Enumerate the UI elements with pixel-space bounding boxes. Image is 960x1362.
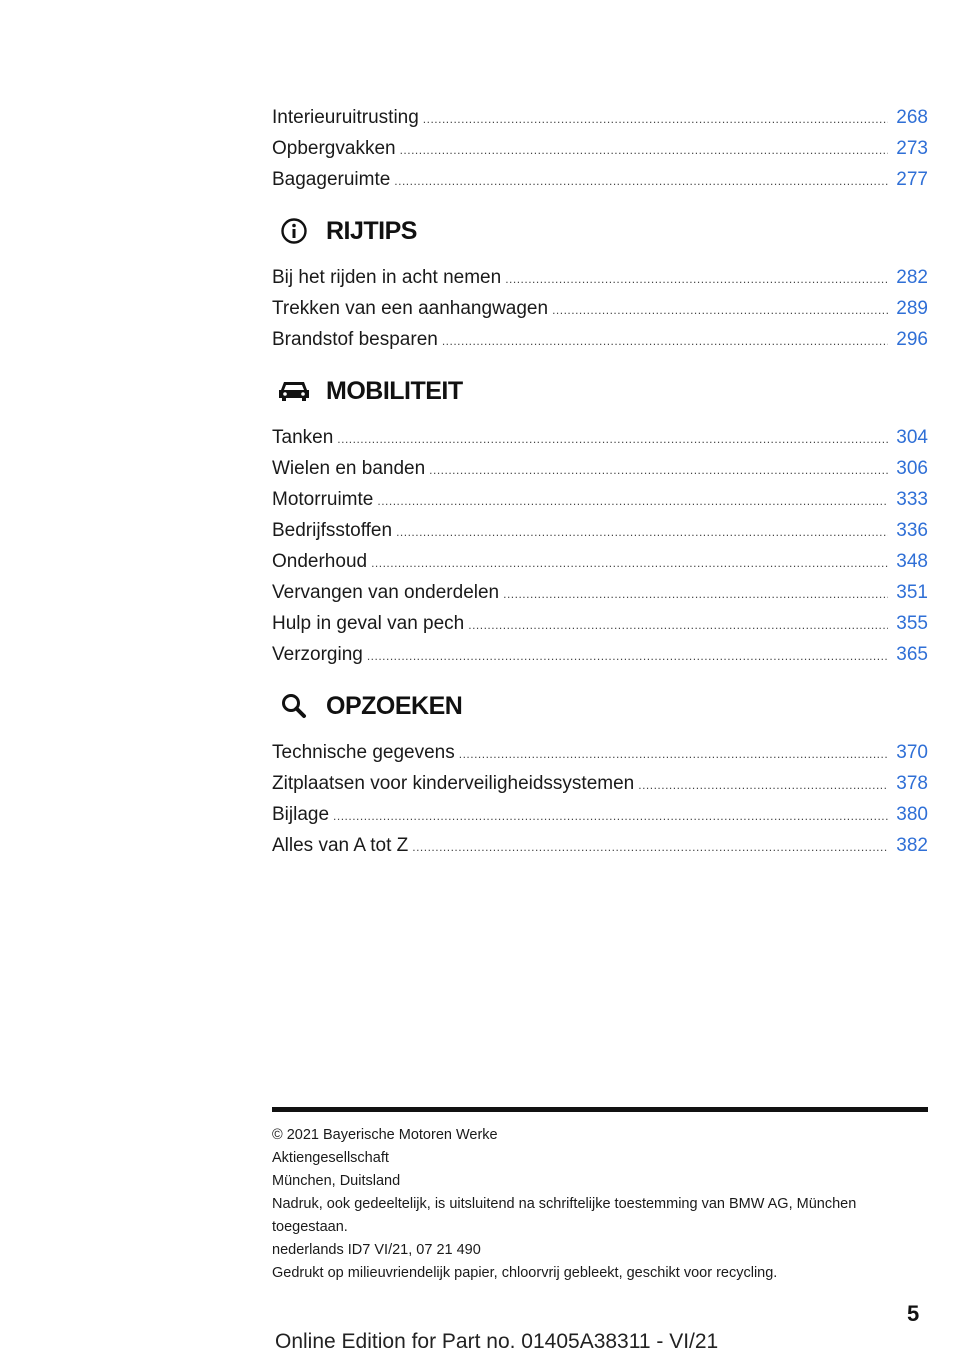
table-of-contents — [272, 102, 928, 861]
toc-page-link[interactable]: 380 — [896, 804, 928, 825]
imprint-location: München, Duitsland — [272, 1173, 401, 1189]
toc-page-link[interactable]: 333 — [896, 489, 928, 510]
dot-leader — [377, 486, 888, 517]
imprint-edition: nederlands ID7 VI/21, 07 21 490 — [272, 1242, 481, 1258]
toc-entry[interactable] — [272, 102, 928, 133]
toc-entry[interactable] — [272, 293, 928, 324]
toc-page-link[interactable]: 273 — [896, 138, 928, 159]
toc-entry[interactable] — [272, 164, 928, 195]
dot-leader — [552, 295, 888, 326]
toc-entry-title: Brandstof besparen — [272, 329, 438, 350]
toc-page-link[interactable]: 282 — [896, 267, 928, 288]
toc-page-link[interactable]: 296 — [896, 329, 928, 350]
toc-entry-title: Opbergvakken — [272, 138, 396, 159]
toc-entry[interactable] — [272, 608, 928, 639]
online-edition-footer: Online Edition for Part no. 01405A38311 - VI/21 — [275, 1330, 719, 1353]
dot-leader — [396, 517, 888, 548]
dot-leader — [442, 326, 888, 357]
toc-page-link[interactable]: 277 — [896, 169, 928, 190]
toc-entry-title: Alles van A tot Z — [272, 835, 409, 856]
toc-page-link[interactable]: 365 — [896, 644, 928, 665]
toc-entry-title: Bijlage — [272, 804, 330, 825]
imprint-paper-note: Gedrukt op milieuvriendelijk papier, chloorvrij gebleekt, geschikt voor recycling. — [272, 1265, 778, 1281]
toc-page-link[interactable]: 268 — [896, 107, 928, 128]
dot-leader — [367, 641, 888, 672]
section-title: OPZOEKEN — [326, 691, 463, 720]
dot-leader — [412, 832, 888, 863]
dot-leader — [400, 135, 889, 166]
dot-leader — [337, 424, 888, 455]
toc-entry-title: Onderhoud — [272, 551, 368, 572]
dot-leader — [333, 801, 888, 832]
divider-rule — [272, 1107, 928, 1112]
dot-leader — [505, 264, 888, 295]
toc-entry[interactable] — [272, 830, 928, 861]
section-title: MOBILITEIT — [326, 376, 463, 405]
toc-entry-title: Trekken van een aanhangwagen — [272, 298, 549, 319]
dot-leader — [638, 770, 888, 801]
toc-entry-title: Vervangen van onderdelen — [272, 582, 500, 603]
toc-entry-title: Tanken — [272, 427, 334, 448]
search-icon — [274, 690, 314, 722]
toc-entry-title: Wielen en banden — [272, 458, 426, 479]
toc-page-link[interactable]: 304 — [896, 427, 928, 448]
imprint-company: Aktiengesellschaft — [272, 1150, 389, 1166]
toc-page-link[interactable]: 289 — [896, 298, 928, 319]
toc-entry[interactable] — [272, 768, 928, 799]
toc-entry-title: Bij het rijden in acht nemen — [272, 267, 502, 288]
toc-entry[interactable] — [272, 577, 928, 608]
toc-entry-title: Interieuruitrusting — [272, 107, 419, 128]
toc-group-rijtips — [272, 262, 928, 355]
toc-entry[interactable] — [272, 262, 928, 293]
toc-entry[interactable] — [272, 133, 928, 164]
toc-entry-title: Bagageruimte — [272, 169, 391, 190]
toc-page-link[interactable]: 355 — [896, 613, 928, 634]
toc-page-link[interactable]: 351 — [896, 582, 928, 603]
toc-entry[interactable] — [272, 515, 928, 546]
toc-entry[interactable] — [272, 422, 928, 453]
info-icon — [274, 215, 314, 247]
toc-entry[interactable] — [272, 324, 928, 355]
toc-page-link[interactable]: 306 — [896, 458, 928, 479]
toc-page-link[interactable]: 382 — [896, 835, 928, 856]
page-number: 5 — [907, 1301, 920, 1326]
dot-leader — [423, 104, 889, 135]
dot-leader — [429, 455, 888, 486]
toc-group-top — [272, 102, 928, 195]
toc-entry[interactable] — [272, 737, 928, 768]
section-header-opzoeken — [272, 686, 928, 726]
imprint-copyright: © 2021 Bayerische Motoren Werke — [272, 1127, 498, 1143]
toc-group-mobiliteit — [272, 422, 928, 670]
toc-group-opzoeken — [272, 737, 928, 861]
toc-entry-title: Zitplaatsen voor kinderveiligheidssystemen — [272, 773, 635, 794]
toc-entry[interactable] — [272, 546, 928, 577]
toc-entry-title: Bedrijfsstoffen — [272, 520, 393, 541]
toc-page-link[interactable]: 348 — [896, 551, 928, 572]
toc-entry-title: Verzorging — [272, 644, 363, 665]
dot-leader — [468, 610, 888, 641]
toc-page-link[interactable]: 378 — [896, 773, 928, 794]
car-icon — [274, 375, 314, 407]
dot-leader — [394, 166, 888, 197]
toc-page-link[interactable]: 336 — [896, 520, 928, 541]
dot-leader — [503, 579, 888, 610]
toc-entry-title: Technische gegevens — [272, 742, 455, 763]
section-header-mobiliteit — [272, 371, 928, 411]
dot-leader — [371, 548, 888, 579]
toc-page-link[interactable]: 370 — [896, 742, 928, 763]
toc-entry[interactable] — [272, 484, 928, 515]
imprint-reprint-notice: Nadruk, ook gedeeltelijk, is uitsluitend na schriftelijke toestemming van BMW AG, München toegestaan. — [272, 1196, 857, 1235]
dot-leader — [459, 739, 889, 770]
toc-entry-title: Motorruimte — [272, 489, 374, 510]
imprint — [272, 1124, 928, 1285]
toc-entry[interactable] — [272, 453, 928, 484]
section-header-rijtips — [272, 211, 928, 251]
toc-entry[interactable] — [272, 639, 928, 670]
toc-entry[interactable] — [272, 799, 928, 830]
section-title: RIJTIPS — [326, 216, 417, 245]
toc-entry-title: Hulp in geval van pech — [272, 613, 465, 634]
